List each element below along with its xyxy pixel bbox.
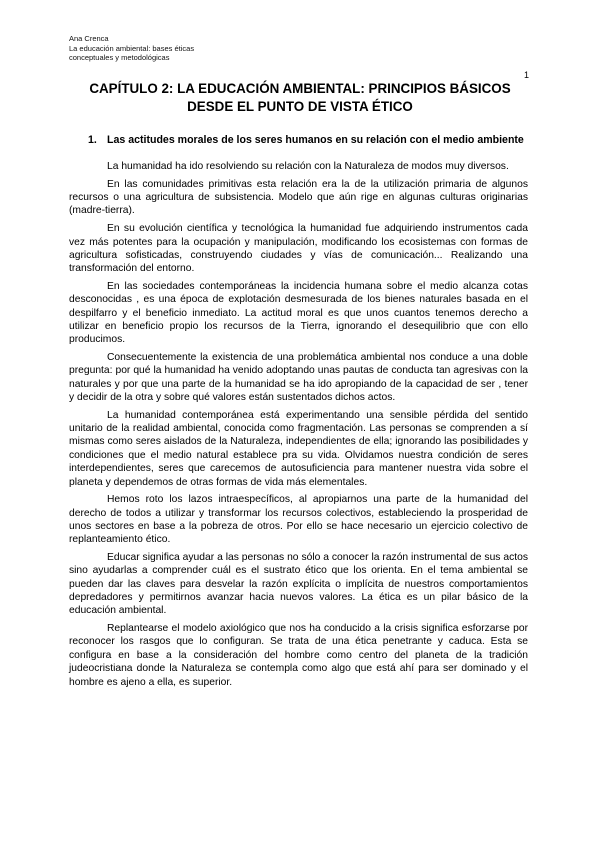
paragraph: En su evolución científica y tecnológica la humanidad fue adquiriendo instrumentos cada vez más potentes para la ocupación y manipulación, modificando los ecosistemas con formas de agricultura sofisticadas, construyendo ciudades y vías de comunicación... Realizando una transformación del entorno. bbox=[69, 223, 528, 275]
body-text bbox=[69, 160, 528, 693]
paragraph: En las sociedades contemporáneas la incidencia humana sobre el medio alcanza cotas desconocidas , es una época de explotación desmesurada de los bienes naturales basada en el despilfarro y el beneficio inmediato. La actitud moral es que unos cuantos tenemos derecho a utilizar en beneficio propio los recursos de la Tierra, ignorando el desequilibrio que con ello producimos. bbox=[69, 280, 528, 346]
header-author: Ana Crenca bbox=[69, 34, 109, 43]
paragraph: Educar significa ayudar a las personas no sólo a conocer la razón instrumental de sus actos sino ayudarlas a comprender cuál es el sustrato ético que los orienta. En el tema ambiental se pueden dar las claves para desvelar la razón explícita o implícita de nuestros comportamientos depredadores y permitirnos avanzar hacia nuevos valores. La ética es un pilar básico de la educación ambiental. bbox=[69, 552, 528, 617]
paragraph: Consecuentemente la existencia de una problemática ambiental nos conduce a una doble pregunta: por qué la humanidad ha venido adoptando unas pautas de conducta tan agresivas con la naturales y por que una parte de la humanidad se ha ido apropiando de la capacidad de ser , tener y decidir de la otra y sobre qué valores están sustentados dichos actos. bbox=[69, 352, 528, 404]
header-book-title: La educación ambiental: bases éticas bbox=[69, 43, 195, 53]
paragraph: La humanidad contemporánea está experimentando una sensible pérdida del sentido unitario de la realidad ambiental, conocida como fragmentación. Las personas se comprenden a sí mismas como seres aislados de la Naturaleza, independientes de ella; ignorando las posibilidades y condiciones que el medio natural establece pra su vida. Olvidamos nuestra condición de seres interdependientes, seres que carecemos de autosuficiencia para mantener nuestra vida sobre el planeta y dependemos de otras formas de vida más elementales. bbox=[69, 409, 528, 488]
chapter-title bbox=[60, 80, 540, 116]
running-header bbox=[69, 34, 194, 63]
chapter-title-line-2: DESDE EL PUNTO DE VISTA ÉTICO bbox=[187, 99, 413, 114]
paragraph: La humanidad ha ido resolviendo su relación con la Naturaleza de modos muy diversos. bbox=[107, 161, 509, 172]
section-heading-text: Las actitudes morales de los seres humanos en su relación con el medio ambiente bbox=[107, 134, 524, 146]
paragraph: Replantearse el modelo axiológico que nos ha conducido a la crisis significa esforzarse por reconocer los rasgos que lo configuran. Se trata de una ética penetrante y caduca. Esta se configura en base a la consideración del hombre como centro del planeta de la tradición judeocristiana donde la Naturaleza se contempla como algo que está ahí para ser dominado y el hombre es ajeno a ella, es superior. bbox=[69, 623, 528, 688]
section-number: 1. bbox=[88, 134, 97, 146]
header-book-subtitle: conceptuales y metodológicas bbox=[69, 53, 170, 62]
paragraph: En las comunidades primitivas esta relación era la de la utilización primaria de algunos recursos o una agricultura de subsistencia. Modelo que aún rige en algunas culturas originarias (madre-tierra). bbox=[69, 178, 528, 217]
page-number: 1 bbox=[524, 70, 530, 80]
paragraph: Hemos roto los lazos intraespecíficos, al apropiarnos una parte de la humanidad del derecho de todos a utilizar y transformar los recursos colectivos, estableciendo la prosperidad de unos sectores en base a la pobreza de otros. Por ello se hace necesario un ejercicio colectivo de replanteamiento ético. bbox=[69, 494, 528, 546]
chapter-title-line-1: CAPÍTULO 2: LA EDUCACIÓN AMBIENTAL: PRINCIPIOS BÁSICOS bbox=[89, 81, 511, 96]
